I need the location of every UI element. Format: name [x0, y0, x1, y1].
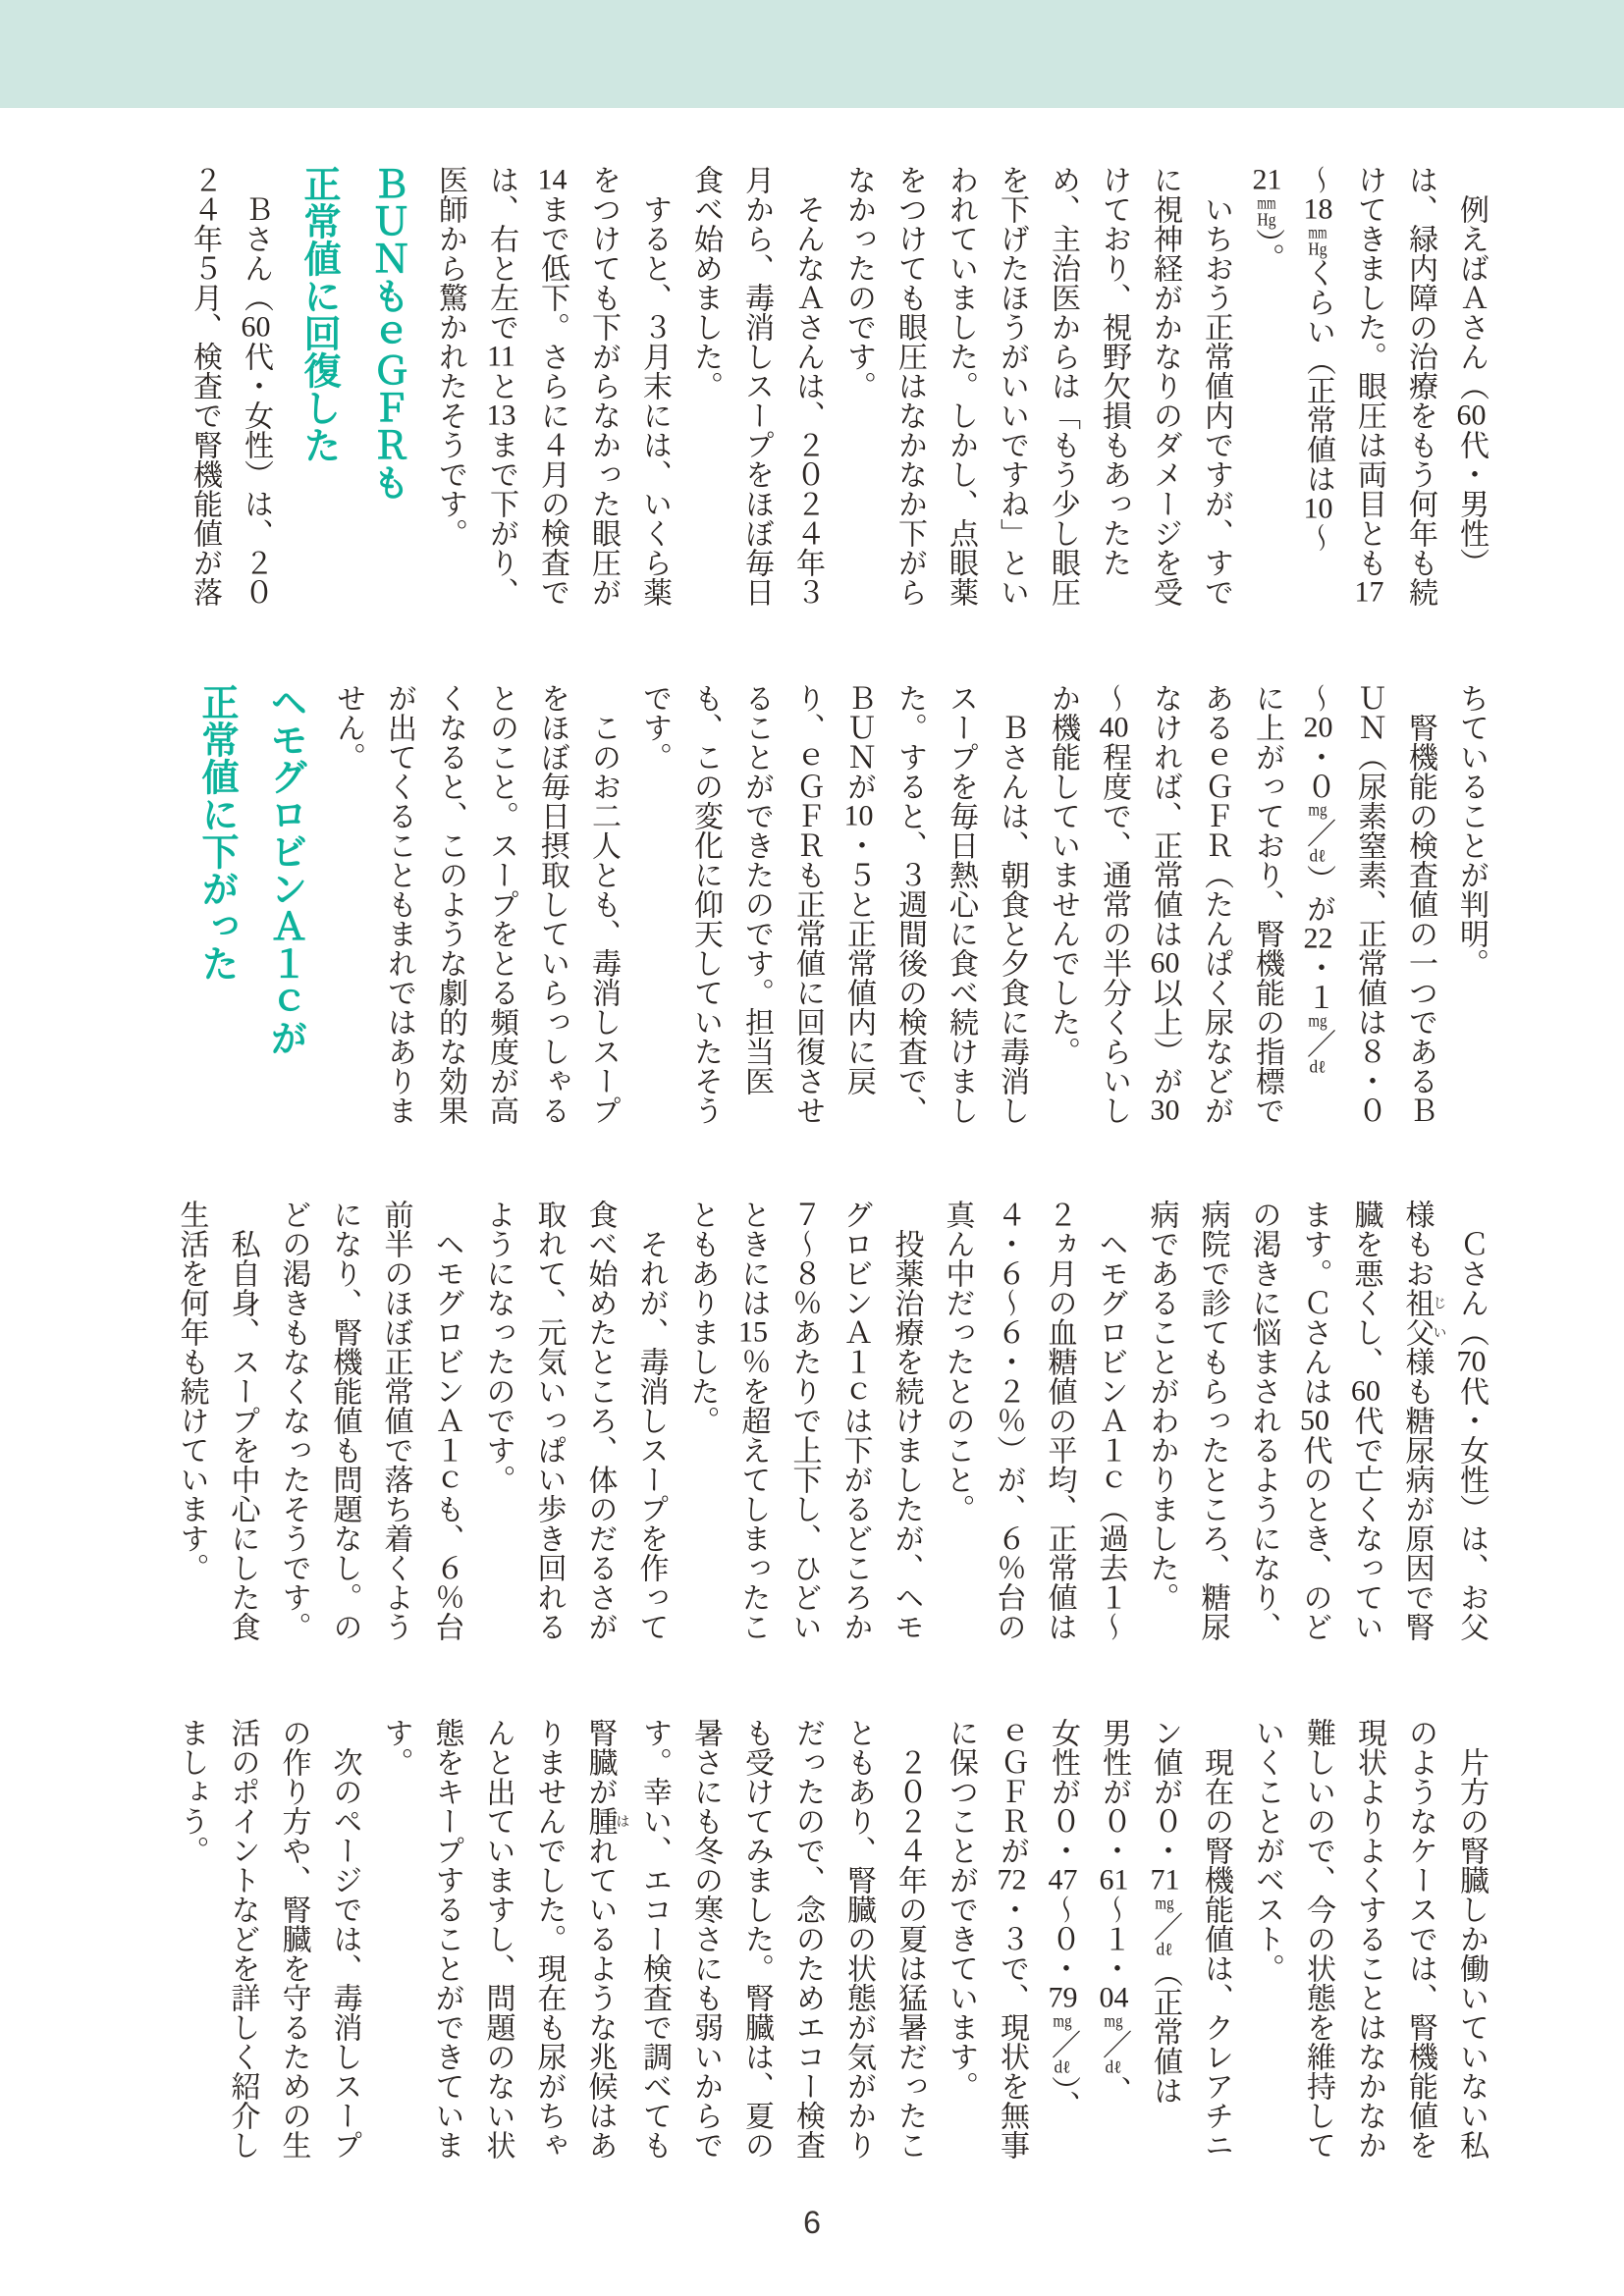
unit-tate-chu-yoko: mm [1308, 224, 1327, 241]
text-column: このお二人とも、毒消しスープ [587, 683, 620, 1125]
text-column: くなると、このような劇的な効果 [434, 683, 466, 1125]
text-column: 片方の腎臓しか働いていない私 [1455, 1718, 1488, 2160]
text-column: 生活を何年も続けています。 [175, 1200, 208, 1582]
tate-chu-yoko-number: 60 [1351, 1376, 1380, 1406]
text-column: 病院で診てもらったところ、糖尿 [1196, 1200, 1229, 1641]
text-column: 病であることがわかりました。 [1145, 1200, 1178, 1612]
tate-chu-yoko-number: 71 [1150, 1865, 1180, 1895]
text-column: グロビンＡ１ｃは下がるどころか [839, 1200, 872, 1641]
text-column: とのこと。スープをとる頻度が高 [485, 683, 517, 1125]
text-column: 例えばＡさん（60代・男性） [1455, 165, 1488, 577]
text-column: 次のページでは、毒消しスープ [328, 1718, 361, 2160]
tate-chu-yoko-number: 15 [738, 1317, 768, 1347]
text-column: をつけても眼圧はなかなか下がら [893, 165, 926, 607]
tate-chu-yoko-number: 60 [241, 312, 271, 342]
text-column: 月から、毒消しスープをほぼ毎日 [740, 165, 773, 607]
text-column: に上がっており、腎機能の指標で [1251, 683, 1283, 1125]
text-column: も、この変化に仰天していたそう [689, 683, 722, 1125]
text-column: けており、視野欠損もあったた [1098, 165, 1130, 577]
unit-tate-chu-yoko: Hg [1257, 211, 1276, 229]
text-column: 前半のほぼ正常値で落ち着くよう [379, 1200, 412, 1641]
tate-chu-yoko-number: 18 [1303, 194, 1333, 224]
text-column: 暑さにも冬の寒さにも弱いからで [689, 1718, 722, 2160]
unit-tate-chu-yoko: mg [1053, 2012, 1072, 2030]
tate-chu-yoko-number: 72 [997, 1865, 1027, 1895]
unit-tate-chu-yoko: dℓ [1309, 847, 1326, 865]
unit-tate-chu-yoko: dℓ [1156, 1941, 1173, 1958]
text-column: なかったのです。 [842, 165, 875, 400]
text-column: め、主治医からは「もう少し眼圧 [1047, 165, 1079, 607]
text-column: 取れて、元気いっぱい歩き回れる [532, 1200, 566, 1641]
tate-chu-yoko-number: 10 [843, 801, 874, 830]
tate-chu-yoko-number: 60 [1456, 400, 1487, 430]
text-column: をほぼ毎日摂取していらっしゃる [536, 683, 568, 1125]
text-column: ＢＵＮが10・５と正常値内に戻 [842, 683, 875, 1095]
tate-chu-yoko-number: 50 [1300, 1406, 1329, 1435]
tate-chu-yoko-number: 60 [1150, 948, 1180, 978]
tate-chu-yoko-number: 17 [1354, 577, 1384, 607]
text-column: のようなケースでは、腎機能値を [1404, 1718, 1436, 2160]
text-column: 腎機能の検査値の一つであるＢ [1404, 683, 1436, 1125]
text-column: ４・６〜６・２％）が、６％台の [992, 1200, 1025, 1641]
text-column: けてきました。眼圧は両目とも17 [1353, 165, 1385, 607]
text-column: Ｂさん（60代・女性）は、２０ [240, 165, 272, 607]
text-column: ｅＧＦＲが72・３で、現状を無事 [996, 1718, 1028, 2160]
text-column: 14まで低下。さらに４月の検査で [536, 165, 568, 607]
unit-tate-chu-yoko: mg [1308, 801, 1327, 819]
text-column: ン値が０・71mg／dℓ（正常値は [1149, 1718, 1181, 2106]
tate-chu-yoko-number: 10 [1303, 493, 1333, 523]
tate-chu-yoko-number: 13 [486, 400, 516, 430]
text-column: 活のポイントなどを詳しく紹介し [226, 1718, 259, 2160]
text-column: スープを毎日熱心に食べ続けまし [945, 683, 977, 1125]
text-column: りませんでした。現在も尿がちゃ [532, 1718, 566, 2160]
tate-chu-yoko-number: 70 [1456, 1347, 1487, 1376]
section-heading: 正常値に回復した [298, 165, 339, 463]
text-column: どの渇きもなくなったそうです。 [277, 1200, 310, 1641]
unit-tate-chu-yoko: mg [1104, 2012, 1123, 2030]
text-column: なければ、正常値は60以上）が30 [1149, 683, 1181, 1125]
text-column: になり、腎機能値も問題なし。の [328, 1200, 361, 1641]
page-number: 6 [803, 2205, 821, 2240]
text-column: す。幸い、エコー検査で調べても [638, 1718, 671, 2160]
text-band-2 [179, 683, 1496, 1125]
text-column: いちおう正常値内ですが、すで [1200, 165, 1232, 607]
text-column: せん。 [332, 683, 364, 772]
tate-chu-yoko-number: 79 [1048, 1983, 1078, 2012]
text-column: が出てくることもまれではありま [383, 683, 415, 1125]
tate-chu-yoko-number: 20 [1303, 713, 1333, 742]
text-column: は、緑内障の治療をもう何年も続 [1404, 165, 1436, 607]
text-column: 臓を悪くし、60代で亡くなってい [1349, 1200, 1382, 1641]
text-column: ２ヵ月の血糖値の平均、正常値は [1043, 1200, 1076, 1641]
text-column: ＵＮ（尿素窒素、正常値は８・０ [1353, 683, 1385, 1125]
text-column: に保つことができています。 [945, 1718, 977, 2101]
text-column: ときには15％を超えてしまったこ [736, 1200, 770, 1641]
text-band-3 [166, 1200, 1497, 1641]
tate-chu-yoko-number: 40 [1099, 713, 1129, 742]
text-column: 現在の腎機能値は、クレアチニ [1200, 1718, 1232, 2160]
header-color-band [0, 0, 1624, 108]
text-column: 〜18mmHgくらい（正常値は10〜 [1302, 165, 1334, 553]
text-column: の作り方や、腎臓を守るための生 [277, 1718, 310, 2160]
text-column: です。 [638, 683, 671, 772]
section-heading: 正常値に下がった [195, 683, 237, 982]
tate-chu-yoko-number: 14 [537, 165, 568, 194]
text-column: も受けてみました。腎臓は、夏の [740, 1718, 773, 2160]
text-column: をつけても下がらなかった眼圧が [587, 165, 620, 607]
text-column: ヘモグロビンＡ１ｃ（過去１〜 [1094, 1200, 1127, 1641]
text-column: を下げたほうがいいですね」とい [996, 165, 1028, 607]
text-column: 食べ始めました。 [689, 165, 722, 400]
text-column: か機能していませんでした。 [1047, 683, 1079, 1066]
text-column: ヘモグロビンＡ１ｃも、６％台 [430, 1200, 463, 1641]
text-column: 投薬治療を続けましたが、ヘモ [890, 1200, 923, 1641]
tate-chu-yoko-number: 47 [1048, 1865, 1078, 1895]
text-column: だったので、念のためエコー検査 [791, 1718, 824, 2160]
text-column: 21mmHg）。 [1251, 165, 1283, 273]
text-column: ましょう。 [175, 1718, 208, 1865]
text-column: 私自身、スープを中心にした食 [226, 1200, 259, 1641]
tate-chu-yoko-number: 21 [1252, 165, 1282, 194]
text-column: ２４年５月、検査で腎機能値が落 [189, 165, 221, 607]
tate-chu-yoko-number: 61 [1099, 1865, 1129, 1895]
text-column: 難しいので、今の状態を維持して [1302, 1718, 1334, 2160]
tate-chu-yoko-number: 04 [1099, 1983, 1129, 2012]
text-column: 様もお祖父じい様も糖尿病が原因で腎 [1400, 1200, 1446, 1641]
text-column: の渇きに悩まされるようになり、 [1247, 1200, 1280, 1641]
text-column: Ｃさん（70代・女性）は、お父 [1455, 1200, 1488, 1641]
text-column: 女性が０・47〜０・79mg／dℓ）、 [1047, 1718, 1079, 2120]
unit-tate-chu-yoko: mg [1308, 1011, 1327, 1030]
ruby-annotation: 腫は [583, 1806, 629, 1836]
text-band-4 [166, 1718, 1497, 2160]
text-column: 男性が０・61〜１・04mg／dℓ、 [1098, 1718, 1130, 2106]
text-column: に視神経がかなりのダメージを受 [1149, 165, 1181, 607]
text-column: われていました。しかし、点眼薬 [945, 165, 977, 607]
tate-chu-yoko-number: 22 [1303, 923, 1333, 953]
unit-tate-chu-yoko: Hg [1308, 240, 1327, 258]
text-column: 真ん中だったとのこと。 [941, 1200, 974, 1523]
text-column: Ｂさんは、朝食と夕食に毒消し [996, 683, 1028, 1125]
unit-tate-chu-yoko: mm [1257, 194, 1276, 212]
tate-chu-yoko-number: 11 [487, 342, 515, 371]
text-column: 腎臓が腫はれているような兆候はあ [583, 1718, 629, 2160]
text-band-1 [179, 165, 1496, 607]
text-column: ようになったのです。 [481, 1200, 514, 1494]
section-heading: ＢＵＮもｅＧＦＲも [366, 165, 407, 501]
unit-tate-chu-yoko: dℓ [1105, 2058, 1122, 2076]
text-column: 現状よりよくすることはなかなか [1353, 1718, 1385, 2160]
text-column: すると、３月末には、いくら薬 [638, 165, 671, 607]
text-column: す。 [379, 1718, 412, 1777]
unit-tate-chu-yoko: mg [1155, 1895, 1174, 1912]
tate-chu-yoko-number: 30 [1150, 1095, 1180, 1125]
text-column: 態をキープすることができていま [430, 1718, 463, 2160]
text-column: ます。Ｃさんは50代のとき、のど [1298, 1200, 1331, 1641]
text-column: り、ｅＧＦＲも正常値に回復させ [791, 683, 824, 1125]
unit-tate-chu-yoko: dℓ [1054, 2058, 1071, 2076]
section-heading: ヘモグロビンＡ１ｃが [264, 683, 305, 1056]
text-column: た。すると、３週間後の検査で、 [893, 683, 926, 1125]
text-column: 〜20・０mg／dℓ）が22・１mg／dℓ [1302, 683, 1334, 1076]
text-column: それが、毒消しスープを作って [634, 1200, 668, 1641]
text-column: ２０２４年の夏は猛暑だったこ [893, 1718, 926, 2160]
text-column: あるｅＧＦＲ（たんぱく尿などが [1200, 683, 1232, 1125]
text-column: ７〜８％あたりで上下し、ひどい [787, 1200, 821, 1641]
text-column: ることができたのです。担当医 [740, 683, 773, 1095]
text-column: そんなＡさんは、２０２４年３ [791, 165, 824, 607]
ruby-annotation: 祖父じい [1400, 1288, 1446, 1347]
text-column: いくことがベスト。 [1251, 1718, 1283, 1983]
text-column: ともありました。 [685, 1200, 719, 1435]
unit-tate-chu-yoko: dℓ [1309, 1058, 1326, 1076]
text-column: 医師から驚かれたそうです。 [434, 165, 466, 548]
text-column: 食べ始めたところ、体のだるさが [583, 1200, 617, 1641]
text-column: ともあり、腎臓の状態が気がかり [842, 1718, 875, 2160]
text-column: ちていることが判明。 [1455, 683, 1488, 978]
text-column: は、右と左で11と13まで下がり、 [485, 165, 517, 607]
text-column: 〜40程度で、通常の半分くらいし [1098, 683, 1130, 1125]
text-column: んと出ていますし、問題のない状 [481, 1718, 514, 2160]
